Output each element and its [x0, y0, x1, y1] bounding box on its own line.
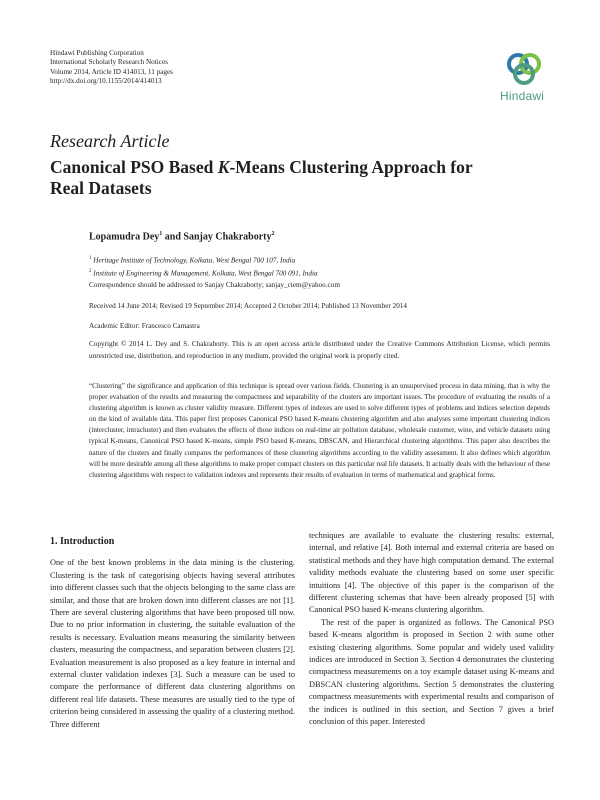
paper-title	[50, 157, 510, 199]
doi-link[interactable]: http://dx.doi.org/10.1155/2014/414013	[50, 76, 162, 85]
academic-editor: Academic Editor: Francesco Camastra	[89, 322, 200, 330]
intro-paragraph-left: One of the best known problems in the data mining is the clustering. Clustering is the task of categorising objects having several attributes into different classes such that the objects belonging to the same class are similar, and those that are broken down into different classes are not [1]. There are several clustering algorithms that have been proposed till now. Due to no prior information in clustering, the suitable evaluation of the results is necessary. Evaluation means measuring the similarity between clusters, measuring the compactness, and separation between clusters [2]. Evaluation measurement is also proposed as a key feature in internal and external cluster validation indexes [3]. Such a measure can be used to compare the performance of different data clustering algorithms on different real life datasets. These measures are usually tied to the type of criterion being considered in assessing the quality of a clustering method. Three different	[50, 558, 295, 729]
title-part-1: Canonical PSO Based	[50, 157, 218, 177]
author-list	[89, 231, 275, 242]
title-k: K	[217, 157, 230, 177]
title-part-2: -Means Clustering Approach for Real Datasets	[50, 157, 473, 198]
journal-name: International Scholarly Research Notices	[50, 58, 168, 67]
affiliation-1-text: Heritage Institute of Technology, Kolkata, West Bengal 700 107, India	[93, 256, 296, 265]
journal-meta	[50, 49, 173, 86]
left-column	[50, 536, 295, 731]
abstract: “Clustering” the significance and application of this technique is spread over various fields. Clustering is an unsupervised process in data mining, that is why the proper evaluation of the results and measuring the compactness and separability of the clusters are important issues. The procedure of evaluating the results of a clustering algorithm is known as cluster validity measure. Different types of indexes are used to solve different types of problems and indices selection depends on the kind of available data. This paper first proposes Canonical PSO based K-means clustering algorithm and also analyses some important clustering indices (intercluster, intracluster) and then evaluates the effects of those indices on real-time air pollution database, wholesale customer, wine, and vehicle datasets using typical K-means, Canonical PSO based K-means, simple PSO based K-means, DBSCAN, and Hierarchical clustering algorithms. This paper also describes the nature of the clusters and finally compares the performances of these clustering algorithms according to the validity assessment. It also defines which algorithm will be more desirable among all these algorithms to make proper compact clusters on this particular real life datasets. It actually deals with the behaviour of these clustering algorithms with respect to validation indexes and represents their results of evaluation in terms of mathematical and graphical forms.	[89, 382, 550, 479]
author-2-affil: 2	[271, 231, 275, 237]
article-type: Research Article	[50, 131, 170, 151]
correspondence: Correspondence should be addressed to Sanjay Chakraborty; sanjay_ciem@yahoo.com	[89, 281, 340, 289]
author-1: Lopamudra Dey	[89, 231, 160, 243]
affiliations	[89, 253, 318, 280]
publisher-name: Hindawi Publishing Corporation	[50, 49, 144, 57]
volume-info: Volume 2014, Article ID 414013, 11 pages	[50, 67, 173, 76]
intro-paragraph-right-2: The rest of the paper is organized as follows. The Canonical PSO based K-means algorithm is proposed in Section 2 with some other existing clustering algorithms. Some popular and widely used validity indices are introduced in Section 3. Section 4 demonstrates the clustering compactness measurements on a toy example dataset using K-means and DBSCAN clustering algorithms. Section 5 demonstrates the clustering compactness measurements with experimental results and comparison of the indices is outlined in this section, and Section 7 gives a brief conclusion of this paper. Interested	[309, 617, 554, 727]
affiliation-1	[89, 253, 318, 266]
author-1-affil: 1	[159, 231, 163, 237]
right-column	[309, 530, 554, 729]
affiliation-2-number: 2	[89, 269, 92, 275]
affiliation-1-number: 1	[89, 256, 92, 261]
author-2: Sanjay Chakraborty	[183, 231, 272, 243]
affiliation-2-text: Institute of Engineering & Management, Kolkata, West Bengal 700 091, India	[93, 269, 318, 278]
intro-paragraph-right-1: techniques are available to evaluate the clustering results: external, internal, and relative [4]. Both internal and external criteria are based on statistical methods and they have high computation demand. The external validity methods evaluate the clustering based on some user specific intuitions [4]. The objective of this paper is the comparison of the different clustering schemas that have been already proposed [5] with Canonical PSO based K-means clustering algorithm.	[309, 531, 554, 615]
section-heading: 1. Introduction	[50, 536, 115, 547]
publication-dates: Received 14 June 2014; Revised 19 September 2014; Accepted 2 October 2014; Published 13 November 2014	[89, 302, 407, 310]
author-separator: and	[162, 231, 184, 243]
copyright-notice: Copyright © 2014 L. Dey and S. Chakraborty. This is an open access article distributed under the Creative Commons Attribution License, which permits unrestricted use, distribution, and reproduction in any medium, provided the original work is properly cited.	[89, 340, 550, 360]
hindawi-logo-text: Hindawi	[500, 89, 545, 103]
affiliation-2	[89, 266, 318, 279]
